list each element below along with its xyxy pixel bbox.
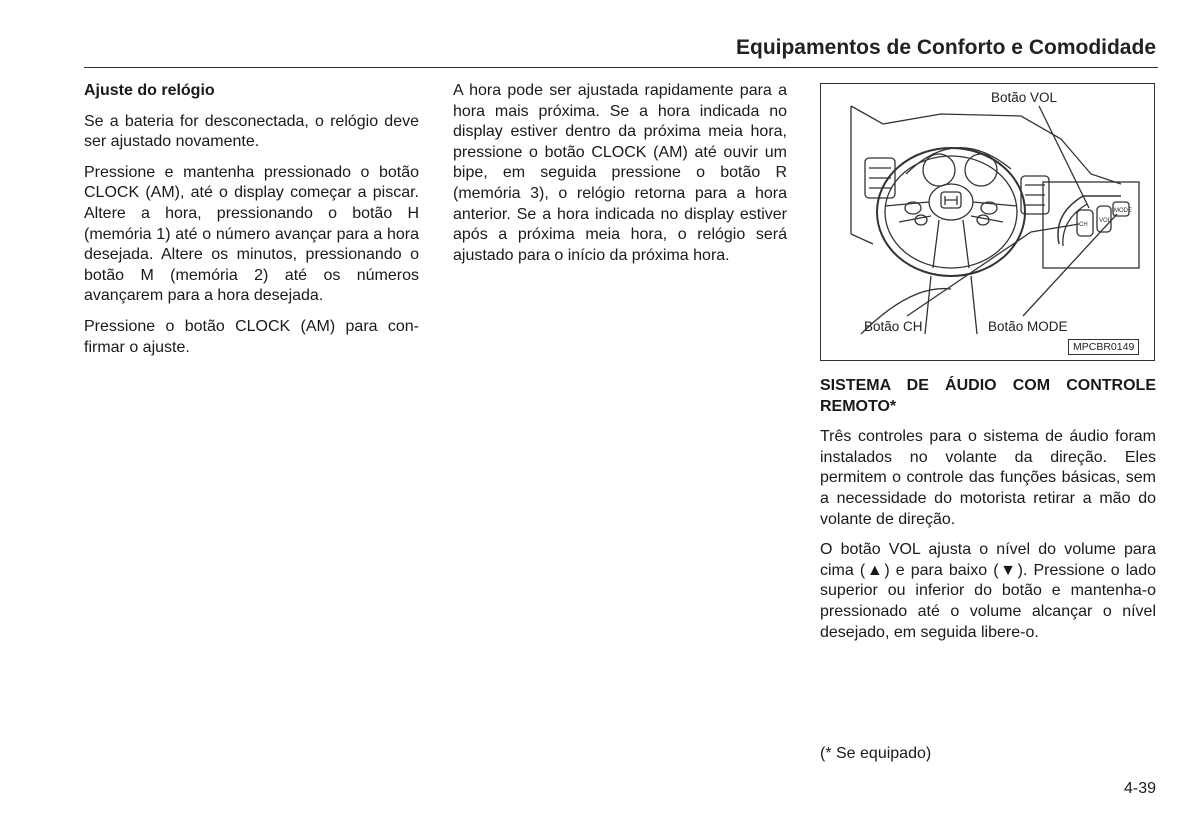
callout-ch-button: Botão CH: [864, 319, 923, 334]
paragraph: A hora pode ser ajustada rapidamente para a hora mais próxima. Se a hora indicada no display estiver dentro da próxima meia hora, pressione o botão CLOCK (AM) até ouvir um bipe, em seguida pressione o botão R (memória 3), o relógio retorna para a hora anterior. Se a hora indicada no display estiver após a próxima meia hora, o relógio será ajustado para o início da próxima hora.: [453, 82, 787, 264]
steering-wheel-figure: [820, 83, 1155, 361]
callout-vol-button: Botão VOL: [991, 90, 1058, 105]
header-divider: [84, 67, 1158, 68]
paragraph: Pressione o botão CLOCK (AM) para confirmar o ajuste.: [84, 317, 419, 356]
column-clock-quick-adjust: [453, 81, 787, 276]
paragraph: Se a bateria for desconectada, o relógio deve ser ajustado novamente.: [84, 112, 419, 151]
figure-code: MPCBR0149: [1068, 339, 1139, 355]
paragraph: Pressione e mantenha pressionado o botão CLOCK (AM), até o display começar a piscar. Altere a hora, pressionando o botão H (memória 1) até o número avançar para a hora desejada. Altere os minutos, pressionando o botão M (memória 2) até os números avançarem para a hora desejada.: [84, 163, 419, 305]
page-header-title: Equipamentos de Conforto e Comodidade: [735, 36, 1156, 59]
footnote: (* Se equipado): [820, 745, 932, 762]
column-clock-adjust: [84, 81, 419, 368]
paragraph: Três controles para o sistema de áudio foram instalados no volante da direção. Eles permitem o controle das funções básicas, sem a necessidade do motorista retirar a mão do volante de direção.: [820, 428, 1156, 528]
column-audio-remote: [820, 376, 1156, 653]
svg-text:MODE: MODE: [1114, 208, 1132, 214]
svg-text:CH: CH: [1079, 222, 1088, 228]
section-heading-audio: SISTEMA DE ÁUDIO COM CONTROLE REMOTO*: [820, 377, 1156, 415]
svg-text:VOL: VOL: [1099, 218, 1112, 224]
page-number: 4-39: [1123, 780, 1156, 797]
callout-mode-button: Botão MODE: [988, 319, 1068, 334]
section-heading-clock: Ajuste do relógio: [84, 82, 215, 99]
paragraph: O botão VOL ajusta o nível do volume para cima (▲) e para baixo (▼). Pressione o lado superior ou inferior do botão e mantenha-o pressionado até o volume alcançar o nível desejado, em seguida libere-o.: [820, 541, 1156, 641]
